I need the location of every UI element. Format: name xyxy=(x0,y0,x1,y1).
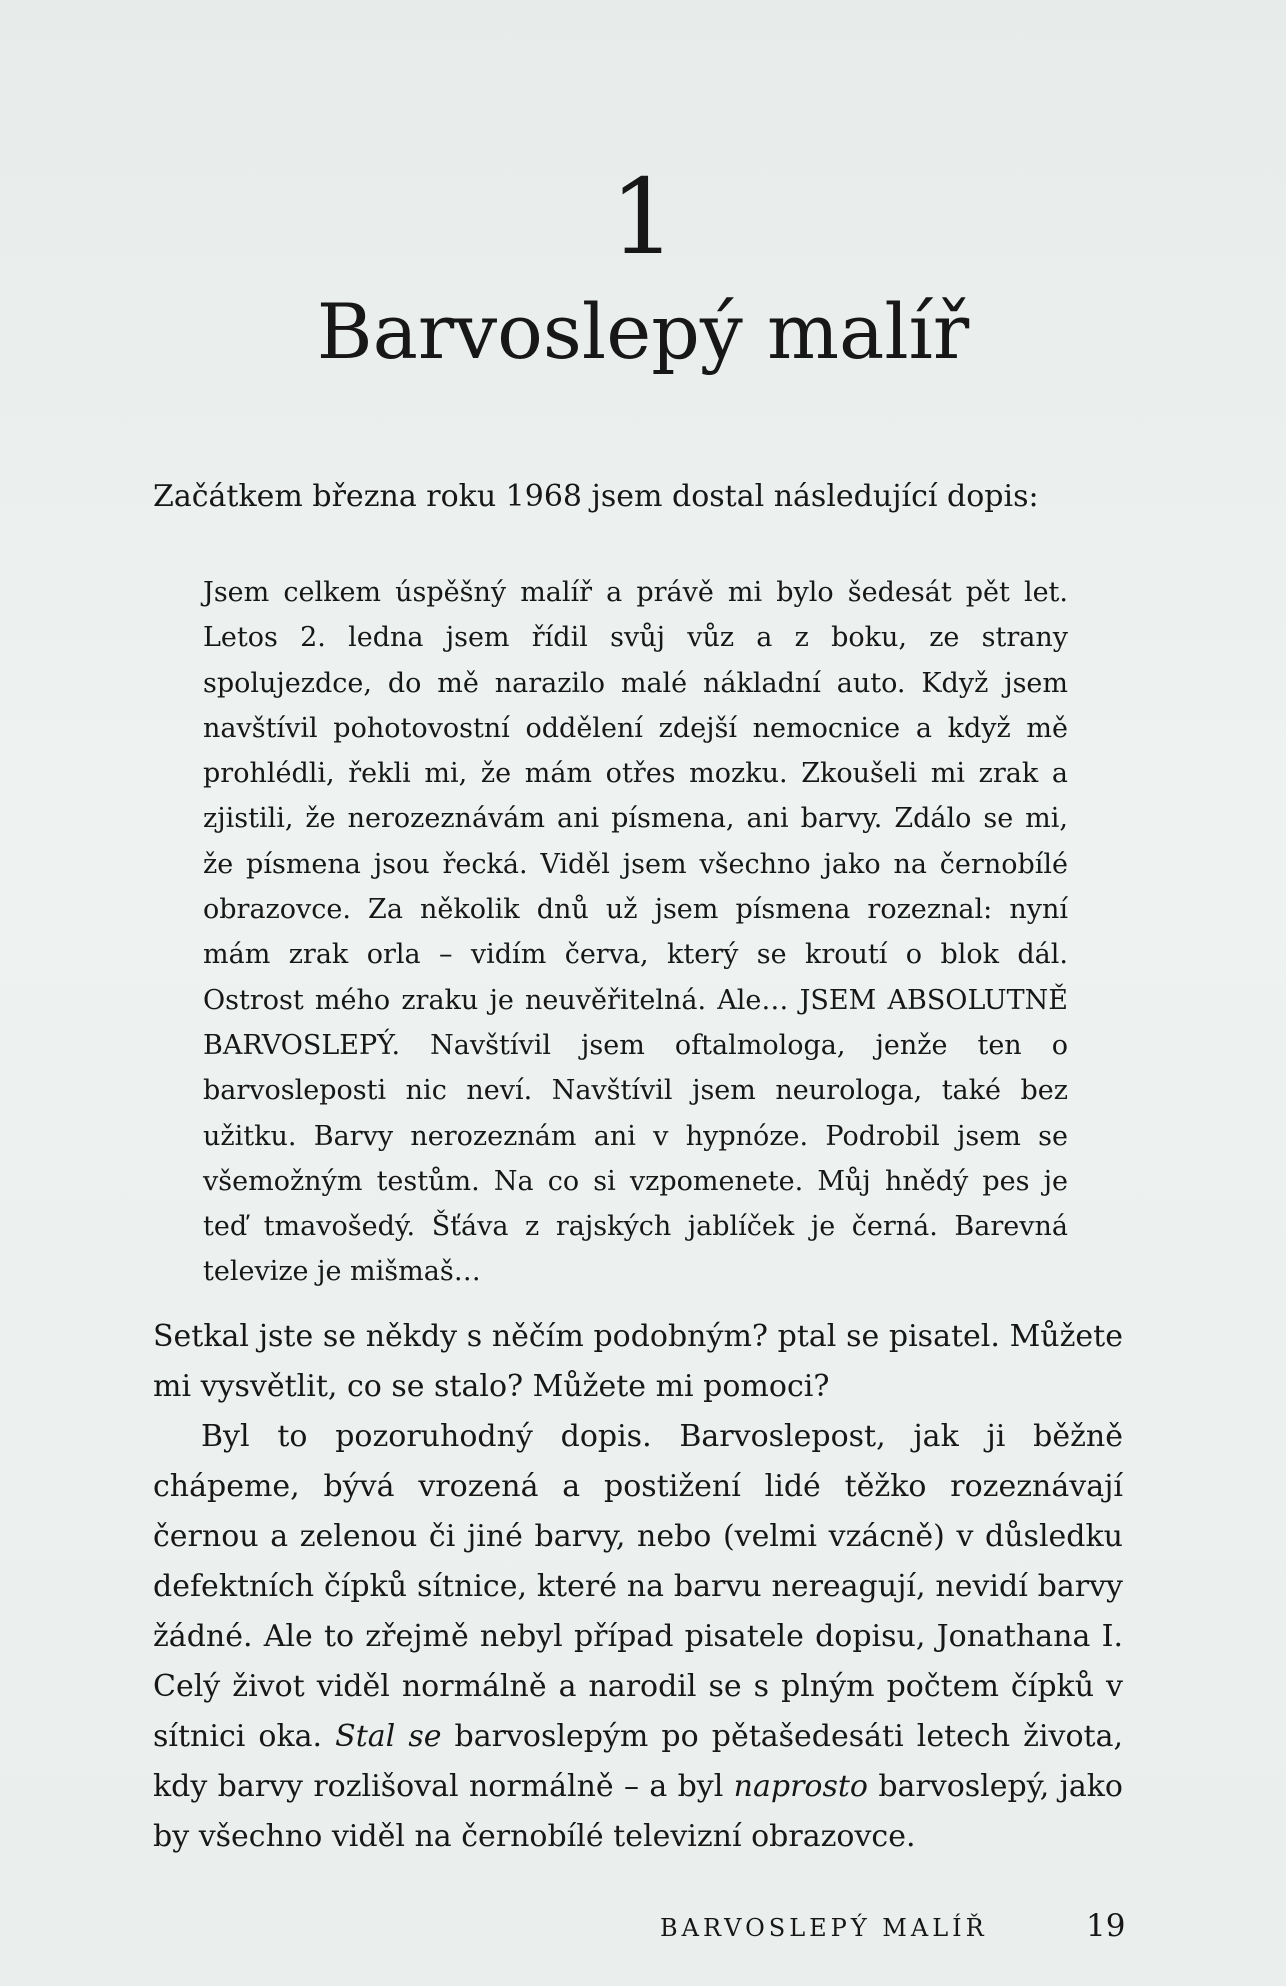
intro-paragraph: Začátkem března roku 1968 jsem dostal následující dopis: xyxy=(153,479,1039,514)
paragraph-text-2: barvoslepým po pětašedesáti letech života, kdy barvy rozlišoval normálně – a byl xyxy=(153,1719,1123,1804)
chapter-title: Barvoslepý malíř xyxy=(316,287,970,376)
running-head: BARVOSLEPÝ MALÍŘ xyxy=(660,1914,988,1942)
question-paragraph: Setkal jste se někdy s něčím podobným? ptal se pisatel. Můžete mi vysvětlit, co se stalo? Můžete mi pomoci? xyxy=(153,1319,1123,1404)
emphasis-stal-se: Stal se xyxy=(335,1719,442,1754)
quoted-letter: Jsem celkem úspěšný malíř a právě mi bylo šedesát pět let. Letos 2. ledna jsem řídil svůj vůz a z boku, ze strany spolujezdce, do mě narazilo malé nákladní auto. Když jsem navštívil pohotovostní oddělení zdejší nemocnice a když mě prohlédli, řekli mi, že mám otřes mozku. Zkoušeli mi zrak a zjistili, že nerozeznávám ani písmena, ani barvy. Zdálo se mi, že písmena jsou řecká. Viděl jsem všechno jako na černobílé obrazovce. Za několik dnů už jsem písmena rozeznal: nyní mám zrak orla – vidím červa, který se kroutí o blok dál. Ostrost mého zraku je neuvěřitelná. Ale… JSEM ABSOLUTNĚ BARVOSLEPÝ. Navštívil jsem oftalmologa, jenže ten o barvosleposti nic neví. Navštívil jsem neurologa, také bez užitku. Barvy nerozeznám ani v hypnóze. Podrobil jsem se všemožným testům. Na co si vzpomenete. Můj hnědý pes je teď tmavošedý. Šťáva z rajských jablíček je černá. Barevná televize je mišmaš… xyxy=(203,577,1068,1288)
chapter-number: 1 xyxy=(609,156,677,278)
body-paragraph xyxy=(153,1412,1123,1862)
after-letter-section xyxy=(153,1312,1123,1862)
page-number: 19 xyxy=(1086,1908,1126,1944)
paragraph-text-1: Byl to pozoruhodný dopis. Barvoslepost, jak ji běžně chápeme, bývá vrozená a postižení lidé těžko rozeznávají černou a zelenou či jiné barvy, nebo (velmi vzácně) v důsledku defektních čípků sítnice, které na barvu nereagují, nevidí barvy žádné. Ale to zřejmě nebyl případ pisatele dopisu, Jonathana I. Celý život viděl normálně a narodil se s plným počtem čípků v sítnici oka. xyxy=(153,1419,1123,1754)
emphasis-naprosto: naprosto xyxy=(733,1769,868,1804)
paragraph-text-3: barvoslepý, jako by všechno viděl na černobílé televizní obrazovce. xyxy=(153,1769,1123,1854)
